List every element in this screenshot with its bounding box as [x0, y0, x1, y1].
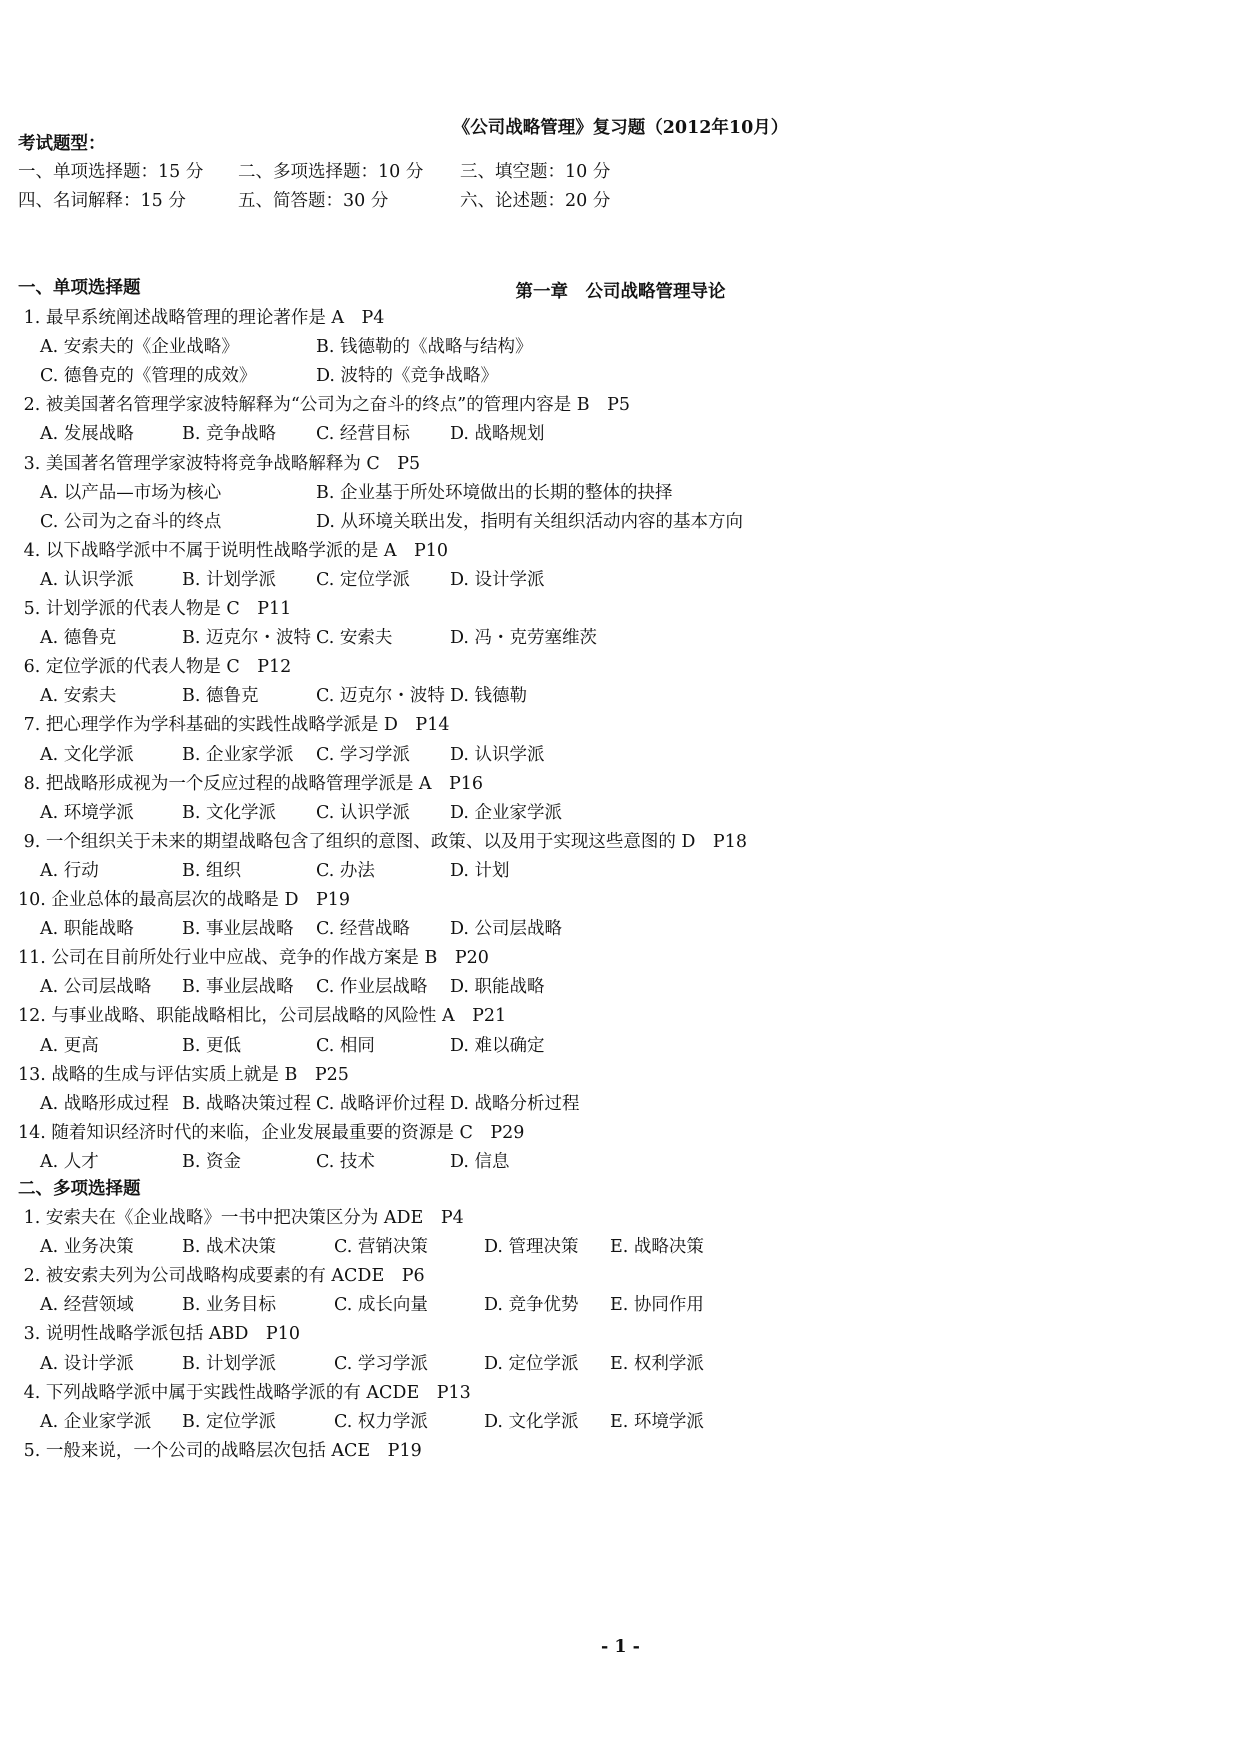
page-number: - 1 -: [601, 1637, 640, 1657]
option-c: C. 迈克尔・波特: [316, 686, 445, 707]
option-a: A. 设计学派: [40, 1353, 134, 1374]
option-a: A. 行动: [40, 860, 99, 881]
option-b: B. 更低: [182, 1035, 241, 1056]
question-stem: 5. 一般来说，一个公司的战略层次包括 ACE P19: [18, 1440, 422, 1461]
question-stem: 5. 计划学派的代表人物是 C P11: [18, 599, 292, 619]
exam-types-heading: 考试题型：: [18, 134, 106, 154]
option-b: B. 定位学派: [182, 1411, 276, 1432]
exam-type-6: 六、论述题：20 分: [460, 191, 611, 211]
option-b: B. 资金: [182, 1151, 241, 1172]
option-d: D. 战略分析过程: [450, 1093, 580, 1114]
option-b: B. 企业家学派: [182, 744, 294, 765]
option-c: C. 办法: [316, 860, 375, 881]
option-b: B. 竞争战略: [182, 424, 276, 445]
option-b: B. 战略决策过程: [182, 1093, 311, 1114]
exam-type-2: 二、多项选择题：10 分: [238, 162, 424, 182]
option-a: A. 文化学派: [40, 744, 134, 765]
question-stem: 7. 把心理学作为学科基础的实践性战略学派是 D P14: [18, 715, 450, 736]
option-c: C. 成长向量: [334, 1295, 428, 1316]
option-d: D. 冯・克劳塞维茨: [450, 628, 598, 649]
option-a: A. 经营领域: [40, 1295, 134, 1316]
option-c: C. 经营战略: [316, 919, 410, 940]
option-c: C. 德鲁克的《管理的成效》: [40, 366, 257, 387]
option-d: D. 从环境关联出发，指明有关组织活动内容的基本方向: [316, 511, 744, 532]
exam-type-1: 一、单项选择题：15 分: [18, 162, 204, 182]
option-d: D. 设计学派: [450, 569, 545, 590]
option-c: C. 营销决策: [334, 1237, 428, 1258]
option-d: D. 定位学派: [484, 1353, 579, 1374]
question-stem: 3. 美国著名管理学家波特将竞争战略解释为 C P5: [18, 453, 421, 474]
question-stem: 11. 公司在目前所处行业中应战、竞争的作战方案是 B P20: [18, 948, 489, 969]
option-c: C. 战略评价过程: [316, 1093, 445, 1114]
option-b: B. 战术决策: [182, 1237, 276, 1258]
option-c: C. 安索夫: [316, 628, 393, 649]
option-a: A. 业务决策: [40, 1237, 134, 1258]
option-a: A. 环境学派: [40, 802, 134, 823]
section-heading-single: 一、单项选择题: [18, 278, 141, 298]
option-c: C. 公司为之奋斗的终点: [40, 511, 222, 532]
option-b: B. 事业层战略: [182, 919, 294, 940]
option-b: B. 德鲁克: [182, 686, 259, 707]
option-a: A. 职能战略: [40, 919, 134, 940]
exam-type-3: 三、填空题：10 分: [460, 162, 611, 182]
option-d: D. 职能战略: [450, 977, 545, 998]
option-b: B. 计划学派: [182, 1353, 276, 1374]
option-b: B. 迈克尔・波特: [182, 628, 311, 649]
question-stem: 6. 定位学派的代表人物是 C P12: [18, 657, 292, 678]
option-d: D. 文化学派: [484, 1411, 579, 1432]
question-stem: 8. 把战略形成视为一个反应过程的战略管理学派是 A P16: [18, 773, 484, 794]
question-stem: 13. 战略的生成与评估实质上就是 B P25: [18, 1064, 349, 1085]
option-a: A. 战略形成过程: [40, 1093, 169, 1114]
option-c: C. 作业层战略: [316, 977, 428, 998]
option-b: B. 文化学派: [182, 802, 276, 823]
option-c: C. 相同: [316, 1035, 375, 1056]
option-a: A. 更高: [40, 1035, 99, 1056]
option-b: B. 事业层战略: [182, 977, 294, 998]
question-stem: 10. 企业总体的最高层次的战略是 D P19: [18, 890, 351, 910]
option-d: D. 难以确定: [450, 1035, 545, 1056]
option-d: D. 管理决策: [484, 1237, 579, 1258]
option-b: B. 业务目标: [182, 1295, 276, 1316]
option-d: D. 信息: [450, 1151, 510, 1172]
option-d: D. 竞争优势: [484, 1295, 579, 1316]
option-d: D. 钱德勒: [450, 686, 528, 707]
option-a: A. 安索夫: [40, 686, 117, 707]
question-stem: 14. 随着知识经济时代的来临，企业发展最重要的资源是 C P29: [18, 1122, 525, 1143]
exam-type-4: 四、名词解释：15 分: [18, 191, 186, 211]
option-b: B. 钱德勒的《战略与结构》: [316, 337, 533, 358]
question-stem: 4. 以下战略学派中不属于说明性战略学派的是 A P10: [18, 540, 449, 561]
page-title: 《公司战略管理》复习题（2012年10月）: [452, 118, 789, 138]
question-stem: 12. 与事业战略、职能战略相比，公司层战略的风险性 A P21: [18, 1006, 507, 1027]
option-e: E. 协同作用: [610, 1295, 704, 1316]
option-a: A. 安索夫的《企业战略》: [40, 337, 239, 358]
option-c: C. 经营目标: [316, 424, 410, 445]
option-c: C. 定位学派: [316, 569, 410, 590]
option-d: D. 计划: [450, 860, 510, 881]
option-d: D. 波特的《竞争战略》: [316, 366, 499, 387]
option-b: B. 计划学派: [182, 569, 276, 590]
option-a: A. 以产品—市场为核心: [40, 482, 222, 503]
option-d: D. 企业家学派: [450, 802, 563, 823]
option-a: A. 公司层战略: [40, 977, 152, 998]
option-a: A. 认识学派: [40, 569, 134, 590]
question-stem: 1. 安索夫在《企业战略》一书中把决策区分为 ADE P4: [18, 1208, 464, 1228]
option-a: A. 德鲁克: [40, 628, 117, 649]
section-heading-multi: 二、多项选择题: [18, 1179, 141, 1199]
question-stem: 2. 被美国著名管理学家波特解释为“公司为之奋斗的终点”的管理内容是 B P5: [18, 395, 631, 416]
option-a: A. 人才: [40, 1151, 99, 1172]
option-a: A. 发展战略: [40, 424, 134, 445]
option-e: E. 权利学派: [610, 1353, 704, 1374]
option-d: D. 认识学派: [450, 744, 545, 765]
option-c: C. 技术: [316, 1151, 375, 1172]
chapter-title: 第一章 公司战略管理导论: [515, 282, 726, 302]
question-stem: 2. 被安索夫列为公司战略构成要素的有 ACDE P6: [18, 1266, 425, 1287]
question-stem: 1. 最早系统阐述战略管理的理论著作是 A P4: [18, 308, 385, 328]
question-stem: 4. 下列战略学派中属于实践性战略学派的有 ACDE P13: [18, 1382, 471, 1403]
option-a: A. 企业家学派: [40, 1411, 152, 1432]
option-c: C. 学习学派: [334, 1353, 428, 1374]
option-d: D. 公司层战略: [450, 919, 563, 940]
option-c: C. 认识学派: [316, 802, 410, 823]
option-c: C. 权力学派: [334, 1411, 428, 1432]
exam-type-5: 五、简答题：30 分: [238, 191, 389, 211]
option-b: B. 企业基于所处环境做出的长期的整体的抉择: [316, 482, 673, 503]
option-b: B. 组织: [182, 860, 241, 881]
question-stem: 9. 一个组织关于未来的期望战略包含了组织的意图、政策、以及用于实现这些意图的 D P18: [18, 831, 747, 852]
option-d: D. 战略规划: [450, 424, 545, 445]
option-c: C. 学习学派: [316, 744, 410, 765]
question-stem: 3. 说明性战略学派包括 ABD P10: [18, 1324, 300, 1345]
option-e: E. 环境学派: [610, 1411, 704, 1432]
option-e: E. 战略决策: [610, 1237, 704, 1258]
